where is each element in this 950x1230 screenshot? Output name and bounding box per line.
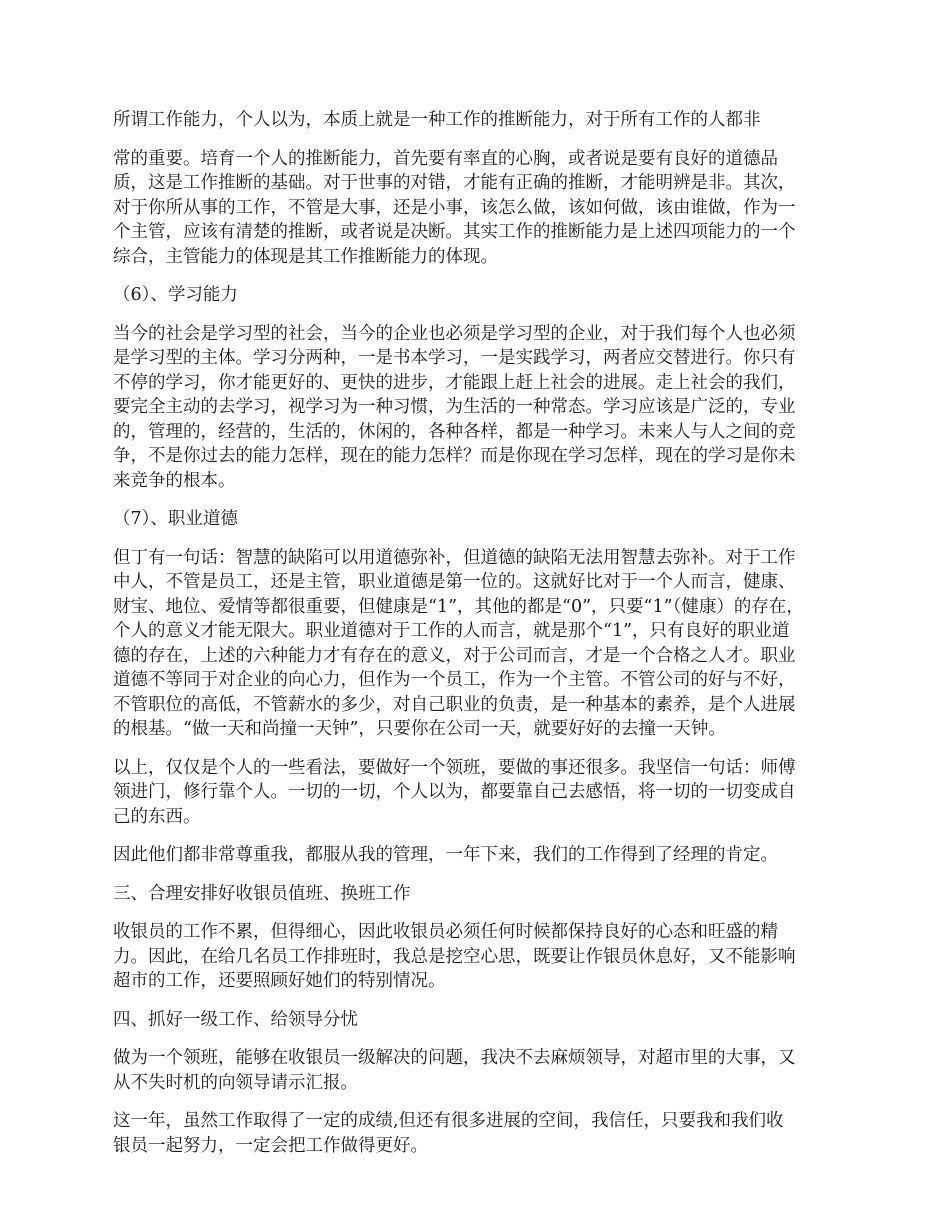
paragraph-conclusion: 这一年，虽然工作取得了一定的成绩,但还有很多进展的空间，我信任，只要我和我们收 银员一起努力，一定会把工作做得更好。 bbox=[113, 1111, 784, 1156]
paragraph-judgment-ability: 常的重要。培育一个人的推断能力，首先要有率直的心胸，或者说是要有良好的道德品 质，这是工作推断的基础。对于世事的对错，才能有正确的推断，才能明辨是非。其次， 对于你所从事的工作，不管是大事，还是小事，该怎么做，该如何做，该由谁做，作为一 个主管，应该有清楚的推断，或者说是决断。其实工作的推断能力是上述四项能力的一个 综合，主管能力的体现是其工作推断能力的体现。 bbox=[113, 148, 796, 267]
heading-learning-ability: （6）、学习能力 bbox=[113, 285, 238, 305]
document-body bbox=[113, 108, 840, 1172]
paragraph-learning-ability: 当今的社会是学习型的社会，当今的企业也必须是学习型的企业，对于我们每个人也必须 是学习型的主体。学习分两种，一是书本学习，一是实践学习，两者应交替进行。你只有 不停的学习，你才能更好的、更快的进步，才能跟上赶上社会的进展。走上社会的我们， 要完全主动的去学习，视学习为一种习惯，为生活的一种常态。学习应该是广泛的，专业 的，管理的，经营的，生活的，休闲的，各种各样，都是一种学习。未来人与人之间的竞 争，不是你过去的能力怎样，现在的能力怎样？而是你现在学习怎样，现在的学习是你未 来竞争的根本。 bbox=[113, 323, 796, 491]
paragraph-professional-ethics: 但丁有一句话：智慧的缺陷可以用道德弥补，但道德的缺陷无法用智慧去弥补。对于工作 中人，不管是员工，还是主管，职业道德是第一位的。这就好比对于一个人而言，健康、 财宝、地位、爱情等都很重要，但健康是“1”，其他的都是“0”，只要“1”（健康）的存在， 个人的意义才能无限大。职业道德对于工作的人而言，就是那个“1”，只有良好的职业道 德的存在，上述的六种能力才有存在的意义，对于公司而言，才是一个合格之人才。职业 道德不等同于对企业的向心力，但作为一个员工，作为一个主管。不管公司的好与不好， 不管职位的高低，不管薪水的多少，对自己职业的负责，是一种基本的素养，是个人进展 的根基。“做一天和尚撞一天钟”，只要你在公司一天，就要好好的去撞一天钟。 bbox=[113, 547, 804, 739]
heading-section-three: 三、合理安排好收银员值班、换班工作 bbox=[113, 883, 411, 904]
heading-section-four: 四、抓好一级工作、给领导分忧 bbox=[113, 1009, 358, 1030]
paragraph-personal-views: 以上，仅仅是个人的一些看法，要做好一个领班，要做的事还很多。我坚信一句话：师傅 领进门，修行靠个人。一切的一切，个人以为，都要靠自己去感悟，将一切的一切变成自 己的东西。 bbox=[113, 757, 796, 827]
paragraph-cashier-scheduling: 收银员的工作不累，但得细心，因此收银员必须任何时候都保持良好的心态和旺盛的精 力。因此，在给几名员工作排班时，我总是挖空心思，既要让作银员休息好，又不能影响 超市的工作，还要照顾好她们的特别情况。 bbox=[113, 922, 796, 991]
paragraph-respect: 因此他们都非常尊重我，都服从我的管理，一年下来，我们的工作得到了经理的肯定。 bbox=[113, 845, 778, 865]
paragraph-intro-line: 所谓工作能力，个人以为，本质上就是一种工作的推断能力，对于所有工作的人都非 bbox=[113, 110, 761, 130]
paragraph-leadership-support: 做为一个领班，能够在收银员一级解决的问题，我决不去麻烦领导，对超市里的大事，又 从不失时机的向领导请示汇报。 bbox=[113, 1048, 796, 1093]
heading-professional-ethics: （7）、职业道德 bbox=[113, 509, 238, 529]
